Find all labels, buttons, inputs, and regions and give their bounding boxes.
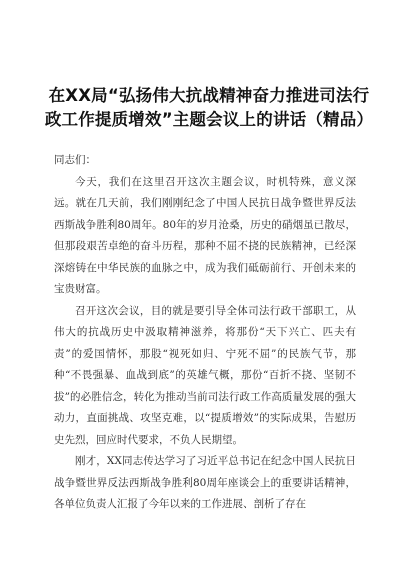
- paragraph-1: 今天，我们在这里召开这次主题会议，时机特殊，意义深远。就在几天前，我们刚刚纪念了中国人民抗日战争暨世界反法西斯战争胜利80周年。80年的岁月沧桑，历史的硝烟虽已散尽，但那段艰苦卓绝的奋斗历程，那种不屈不挠的民族精神，已经深深熔铸在中华民族的血脉之中，成为我们砥砺前行、开创未来的宝贵财富。: [54, 175, 356, 295]
- paragraph-2: 召开这次会议，目的就是要引导全体司法行政干部职工，从伟大的抗战历史中汲取精神滋养，将那份“天下兴亡、匹夫有责”的爱国情怀，那股“视死如归、宁死不屈”的民族气节，那种“不畏强暴、血战到底”的英雄气概，那份“百折不挠、坚韧不拔”的必胜信念，转化为推动当前司法行政工作高质量发展的强大动力，直面挑战、攻坚克难，以“提质增效”的实际成果，告慰历史先烈，回应时代要求，不负人民期望。: [54, 304, 356, 446]
- document-title: 在XX局“弘扬伟大抗战精神奋力推进司法行政工作提质增效”主题会议上的讲话（精品）: [44, 86, 374, 129]
- document-body: [54, 150, 356, 516]
- salutation: 同志们：: [54, 154, 96, 166]
- paragraph-3: 刚才，XX同志传达学习了习近平总书记在纪念中国人民抗日战争暨世界反法西斯战争胜利80周年座谈会上的重要讲话精神，各单位负责人汇报了今年以来的工作进展、剖析了存在: [54, 455, 356, 510]
